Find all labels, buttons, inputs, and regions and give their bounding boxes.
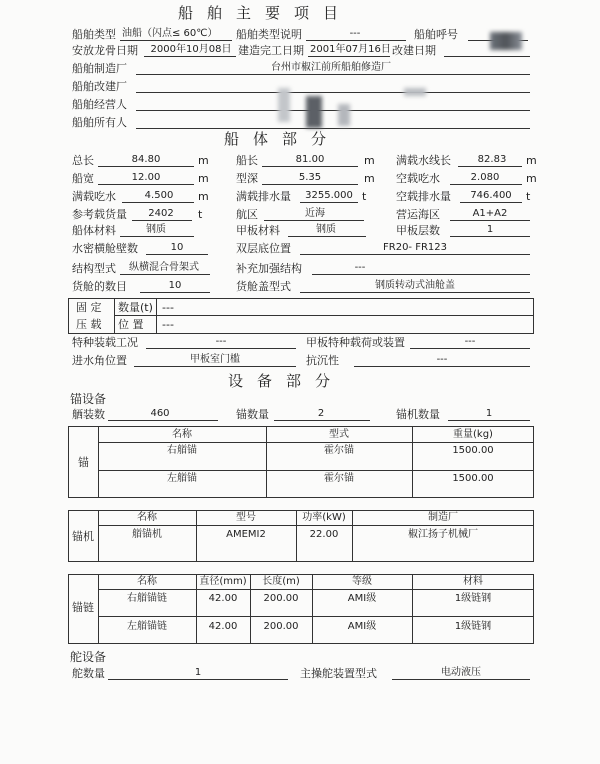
deck-layers-label: 甲板层数 xyxy=(396,224,440,237)
rudder-section-title: 舵设备 xyxy=(70,650,107,664)
outfit-label: 舾装数 xyxy=(72,408,105,421)
underline xyxy=(98,166,194,167)
underline xyxy=(144,56,236,57)
cargo-label: 参考载货量 xyxy=(72,208,127,221)
rudder-count-value: 1 xyxy=(194,667,202,678)
total-length-value: 84.80 xyxy=(131,154,161,165)
light-draft-value: 2.080 xyxy=(470,172,500,183)
full-disp-value: 3255.000 xyxy=(305,190,353,201)
chain-row-name: 右艏锚链 xyxy=(127,593,167,604)
underline xyxy=(136,92,530,93)
windlass-count-label: 锚机数量 xyxy=(396,408,440,421)
outfit-value: 460 xyxy=(150,408,170,419)
ballast-qty-label: 数量(t) xyxy=(118,301,153,314)
unit-m: m xyxy=(526,172,537,185)
unit-m: m xyxy=(198,172,209,185)
ballast-load-label: 压 载 xyxy=(76,318,102,331)
underline xyxy=(460,202,522,203)
anchor-section-title: 锚设备 xyxy=(70,392,107,406)
anchor-col-type: 型式 xyxy=(329,429,349,440)
underline xyxy=(134,366,296,367)
underline xyxy=(450,220,530,221)
underline xyxy=(140,292,210,293)
divider xyxy=(114,315,534,316)
built-date-label: 建造完工日期 xyxy=(238,44,304,57)
underline xyxy=(300,202,358,203)
unit-t: t xyxy=(362,190,367,203)
chain-row-length: 200.00 xyxy=(263,621,299,632)
underline xyxy=(120,40,232,41)
ballast-fixed-label: 固 定 xyxy=(76,301,102,314)
anchor-row-name: 右艏锚 xyxy=(167,445,197,456)
rudder-count-label: 舵数量 xyxy=(72,667,105,680)
deck-material-value: 钢质 xyxy=(316,224,336,235)
windlass-row-model: AMEMI2 xyxy=(226,529,266,540)
chain-col-name: 名称 xyxy=(137,576,157,587)
double-bottom-value: FR20- FR123 xyxy=(383,242,447,253)
underline xyxy=(108,420,218,421)
windlass-table-side-label: 锚机 xyxy=(72,530,94,543)
chain-col-material: 材料 xyxy=(463,576,483,587)
flood-value: 甲板室门槛 xyxy=(190,354,240,365)
anchor-col-weight: 重量(kg) xyxy=(453,429,493,440)
chain-row-material: 1级链钢 xyxy=(454,621,492,632)
underline xyxy=(306,40,406,41)
divider xyxy=(98,589,534,590)
ship-type-label: 船舶类型 xyxy=(72,28,116,41)
underline xyxy=(136,74,530,75)
underline xyxy=(136,128,530,129)
depth-value: 5.35 xyxy=(298,172,322,183)
underline xyxy=(146,254,208,255)
underline xyxy=(312,274,530,275)
light-disp-value: 746.400 xyxy=(470,190,512,201)
builder-label: 船舶制造厂 xyxy=(72,62,127,75)
underline xyxy=(300,292,530,293)
underline xyxy=(132,220,192,221)
op-area-label: 营运海区 xyxy=(396,208,440,221)
underline xyxy=(308,56,390,57)
windlass-count-value: 1 xyxy=(485,408,493,419)
underline xyxy=(274,420,370,421)
bulkheads-value: 10 xyxy=(170,242,184,253)
windlass-col-power: 功率(kW) xyxy=(302,512,346,523)
chain-row-grade: AMI级 xyxy=(347,593,377,604)
underline xyxy=(264,220,364,221)
anchor-table-side-label: 锚 xyxy=(78,456,89,469)
rebuilder-label: 船舶改建厂 xyxy=(72,80,127,93)
chain-col-length: 长度(m) xyxy=(262,576,300,587)
redaction-block xyxy=(490,32,522,50)
full-disp-label: 满载排水量 xyxy=(236,190,291,203)
keel-date-value: 2000年10月08日 xyxy=(150,44,232,55)
windlass-row-name: 艏锚机 xyxy=(132,529,162,540)
sink-value: --- xyxy=(436,354,448,365)
unit-m: m xyxy=(526,154,537,167)
underline xyxy=(444,56,530,57)
redaction-block xyxy=(338,104,350,126)
ship-length-value: 81.00 xyxy=(295,154,325,165)
windlass-row-power: 22.00 xyxy=(309,529,339,540)
ballast-pos-label: 位 置 xyxy=(118,318,144,331)
full-draft-value: 4.500 xyxy=(144,190,174,201)
equipment-section-heading: 设备部分 xyxy=(228,372,345,390)
windlass-col-model: 型号 xyxy=(236,512,256,523)
operator-label: 船舶经营人 xyxy=(72,98,127,111)
chain-row-diameter: 42.00 xyxy=(208,593,238,604)
redaction-block xyxy=(278,88,290,122)
steering-value: 电动液压 xyxy=(441,667,481,678)
redaction-block xyxy=(306,96,322,128)
underline xyxy=(120,236,194,237)
anchor-row-weight: 1500.00 xyxy=(452,445,494,456)
ship-type-value: 油船（闪点≤ 60℃） xyxy=(122,28,218,39)
builder-value: 台州市椒江前所船舶修造厂 xyxy=(271,62,391,73)
underline xyxy=(120,274,210,275)
owner-label: 船舶所有人 xyxy=(72,116,127,129)
structure-label: 结构型式 xyxy=(72,262,116,275)
bulkheads-label: 水密横舱壁数 xyxy=(72,242,138,255)
unit-m: m xyxy=(364,154,375,167)
nav-area-label: 航区 xyxy=(236,208,258,221)
anchor-row-type: 霍尔锚 xyxy=(324,445,354,456)
total-length-label: 总长 xyxy=(72,154,94,167)
unit-m: m xyxy=(364,172,375,185)
double-bottom-label: 双层底位置 xyxy=(236,242,291,255)
light-draft-label: 空载吃水 xyxy=(396,172,440,185)
unit-t: t xyxy=(198,208,203,221)
sink-label: 抗沉性 xyxy=(306,354,339,367)
deck-layers-value: 1 xyxy=(486,224,494,235)
chain-row-material: 1级链钢 xyxy=(454,593,492,604)
underline xyxy=(354,366,530,367)
underline xyxy=(288,236,366,237)
underline xyxy=(392,679,530,680)
full-draft-label: 满载吃水 xyxy=(72,190,116,203)
divider xyxy=(98,525,534,526)
divider xyxy=(98,470,534,471)
underline xyxy=(136,110,530,111)
divider xyxy=(98,616,534,617)
chain-table-side-label: 锚链 xyxy=(72,601,94,614)
underline xyxy=(146,348,296,349)
hatch-label: 货舱盖型式 xyxy=(236,280,291,293)
unit-m: m xyxy=(198,190,209,203)
chain-row-grade: AMI级 xyxy=(347,621,377,632)
underline xyxy=(262,166,358,167)
breadth-value: 12.00 xyxy=(131,172,161,183)
anchor-count-value: 2 xyxy=(317,408,325,419)
depth-label: 型深 xyxy=(236,172,258,185)
steering-label: 主操舵装置型式 xyxy=(300,667,377,680)
underline xyxy=(448,420,530,421)
hatch-value: 钢质转动式油舱盖 xyxy=(375,280,455,291)
ballast-pos-value: --- xyxy=(162,318,174,331)
type-note-label: 船舶类型说明 xyxy=(236,28,302,41)
redaction-block xyxy=(404,88,426,96)
underline xyxy=(450,184,522,185)
nav-area-value: 近海 xyxy=(305,208,325,219)
breadth-label: 船宽 xyxy=(72,172,94,185)
structure-value: 纵横混合骨架式 xyxy=(129,262,199,273)
divider xyxy=(98,442,534,443)
cargo-value: 2402 xyxy=(148,208,174,219)
chain-col-grade: 等级 xyxy=(352,576,372,587)
unit-m: m xyxy=(198,154,209,167)
anchor-row-type: 霍尔锚 xyxy=(324,473,354,484)
ship-length-label: 船长 xyxy=(236,154,258,167)
unit-t: t xyxy=(526,190,531,203)
windlass-col-maker: 制造厂 xyxy=(428,512,458,523)
special-cond-value: --- xyxy=(215,336,227,347)
holds-value: 10 xyxy=(168,280,182,291)
wl-length-value: 82.83 xyxy=(477,154,507,165)
divider xyxy=(114,298,115,334)
chain-row-length: 200.00 xyxy=(263,593,299,604)
anchor-row-weight: 1500.00 xyxy=(452,473,494,484)
chain-col-diameter: 直径(mm) xyxy=(199,576,247,587)
page-title: 船舶主要项目 xyxy=(178,4,353,22)
special-cond-label: 特种装载工况 xyxy=(72,336,138,349)
anchor-count-label: 锚数量 xyxy=(236,408,269,421)
ballast-qty-value: --- xyxy=(162,301,174,314)
op-area-value: A1+A2 xyxy=(472,208,508,219)
rebuild-date-label: 改建日期 xyxy=(392,44,436,57)
hull-section-heading: 船体部分 xyxy=(224,130,341,148)
underline xyxy=(300,254,530,255)
deck-material-label: 甲板材料 xyxy=(236,224,280,237)
reinforce-label: 补充加强结构 xyxy=(236,262,302,275)
anchor-row-name: 左艏锚 xyxy=(167,473,197,484)
flood-label: 进水角位置 xyxy=(72,354,127,367)
underline xyxy=(410,348,530,349)
underline xyxy=(458,166,522,167)
reinforce-value: --- xyxy=(354,262,366,273)
special-load-label: 甲板特种载荷或装置 xyxy=(306,336,405,349)
anchor-col-name: 名称 xyxy=(172,429,192,440)
light-disp-label: 空载排水量 xyxy=(396,190,451,203)
built-date-value: 2001年07月16日 xyxy=(310,44,391,55)
type-note-value: --- xyxy=(349,28,361,39)
underline xyxy=(450,236,530,237)
windlass-col-name: 名称 xyxy=(137,512,157,523)
special-load-value: --- xyxy=(464,336,476,347)
underline xyxy=(122,202,194,203)
chain-row-diameter: 42.00 xyxy=(208,621,238,632)
chain-row-name: 左艏锚链 xyxy=(127,621,167,632)
keel-date-label: 安放龙骨日期 xyxy=(72,44,138,57)
call-sign-label: 船舶呼号 xyxy=(414,28,458,41)
wl-length-label: 满载水线长 xyxy=(396,154,451,167)
divider xyxy=(156,298,157,334)
holds-label: 货舱的数目 xyxy=(72,280,127,293)
underline xyxy=(262,184,358,185)
underline xyxy=(108,679,288,680)
hull-material-label: 船体材料 xyxy=(72,224,116,237)
windlass-row-maker: 椒江扬子机械厂 xyxy=(408,529,478,540)
hull-material-value: 钢质 xyxy=(146,224,166,235)
underline xyxy=(98,184,194,185)
